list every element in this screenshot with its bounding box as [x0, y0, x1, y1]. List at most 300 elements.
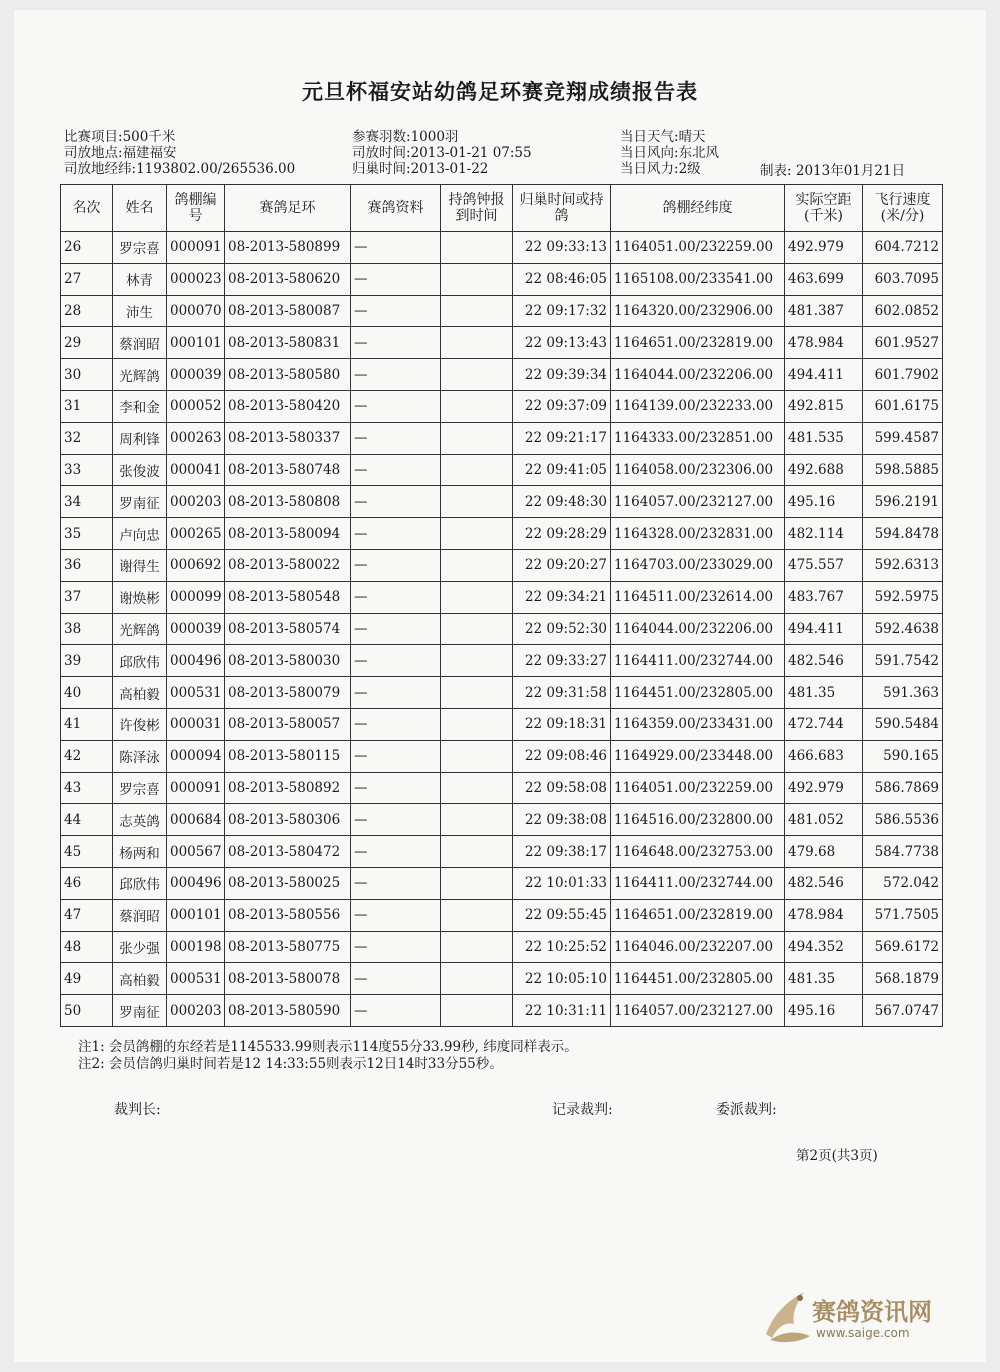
rank-cell: 38: [61, 613, 113, 645]
clock-time-cell: [441, 677, 513, 709]
pigeon-info-cell: —: [351, 645, 441, 677]
rank-cell: 27: [61, 263, 113, 295]
clock-time-cell: [441, 804, 513, 836]
coords-cell: 1164044.00/232206.00: [611, 359, 785, 391]
speed-cell: 569.6172: [863, 931, 943, 963]
clock-time-cell: [441, 645, 513, 677]
speed-cell: 602.0852: [863, 295, 943, 327]
loft-id-cell: 000039: [167, 359, 225, 391]
loft-id-cell: 000101: [167, 899, 225, 931]
coords-cell: 1164051.00/232259.00: [611, 772, 785, 804]
table-row: [61, 613, 943, 645]
coords-cell: 1164057.00/232127.00: [611, 995, 785, 1027]
speed-cell: 601.6175: [863, 390, 943, 422]
name-cell: 张少强: [113, 931, 167, 963]
rank-cell: 29: [61, 327, 113, 359]
ring-cell: 08-2013-580025: [225, 867, 351, 899]
clock-time-cell: [441, 486, 513, 518]
pigeon-info-cell: —: [351, 740, 441, 772]
rank-cell: 45: [61, 836, 113, 868]
ring-cell: 08-2013-580590: [225, 995, 351, 1027]
ring-cell: 08-2013-580892: [225, 772, 351, 804]
chief-judge-signature: 裁判长:: [114, 1102, 161, 1118]
rank-cell: 28: [61, 295, 113, 327]
speed-cell: 596.2191: [863, 486, 943, 518]
loft-id-cell: 000091: [167, 772, 225, 804]
rank-cell: 40: [61, 677, 113, 709]
name-cell: 杨两和: [113, 836, 167, 868]
col-header-clock-time: 持鸽钟报到时间: [441, 185, 513, 232]
name-cell: 蔡润昭: [113, 899, 167, 931]
rank-cell: 48: [61, 931, 113, 963]
clock-time-cell: [441, 899, 513, 931]
coords-cell: 1164057.00/232127.00: [611, 486, 785, 518]
col-header-speed: 飞行速度(米/分): [863, 185, 943, 232]
table-row: [61, 899, 943, 931]
name-cell: 光辉鸽: [113, 359, 167, 391]
loft-id-cell: 000041: [167, 454, 225, 486]
wind-direction: 当日风向:东北风: [620, 145, 720, 161]
table-row: [61, 963, 943, 995]
table-row: [61, 390, 943, 422]
clock-time-cell: [441, 963, 513, 995]
loft-id-cell: 000692: [167, 549, 225, 581]
loft-id-cell: 000203: [167, 486, 225, 518]
distance-cell: 492.979: [785, 232, 863, 264]
clock-time-cell: [441, 708, 513, 740]
col-header-distance: 实际空距(千米): [785, 185, 863, 232]
report-title: 元旦杯福安站幼鸽足环赛竞翔成绩报告表: [302, 79, 698, 104]
name-cell: 高柏毅: [113, 963, 167, 995]
coords-cell: 1164651.00/232819.00: [611, 899, 785, 931]
distance-cell: 463.699: [785, 263, 863, 295]
clock-time-cell: [441, 454, 513, 486]
loft-id-cell: 000496: [167, 645, 225, 677]
name-cell: 高柏毅: [113, 677, 167, 709]
ring-cell: 08-2013-580057: [225, 708, 351, 740]
table-row: [61, 327, 943, 359]
speed-cell: 603.7095: [863, 263, 943, 295]
speed-cell: 568.1879: [863, 963, 943, 995]
note-1: 注1: 会员鸽棚的东经若是1145533.99则表示114度55分33.99秒, 纬度同样表示。: [78, 1039, 578, 1055]
name-cell: 陈泽泳: [113, 740, 167, 772]
pigeon-info-cell: —: [351, 708, 441, 740]
clock-time-cell: [441, 772, 513, 804]
pigeon-info-cell: —: [351, 422, 441, 454]
loft-id-cell: 000496: [167, 867, 225, 899]
pigeon-info-cell: —: [351, 327, 441, 359]
speed-cell: 586.7869: [863, 772, 943, 804]
distance-cell: 478.984: [785, 327, 863, 359]
ring-cell: 08-2013-580574: [225, 613, 351, 645]
ring-cell: 08-2013-580087: [225, 295, 351, 327]
loft-id-cell: 000052: [167, 390, 225, 422]
distance-cell: 466.683: [785, 740, 863, 772]
arrival-cell: 22 09:39:34: [513, 359, 611, 391]
arrival-cell: 22 10:01:33: [513, 867, 611, 899]
arrival-cell: 22 10:25:52: [513, 931, 611, 963]
loft-id-cell: 000023: [167, 263, 225, 295]
distance-cell: 495.16: [785, 486, 863, 518]
name-cell: 沛生: [113, 295, 167, 327]
col-header-rank: 名次: [61, 185, 113, 232]
rank-cell: 35: [61, 518, 113, 550]
ring-cell: 08-2013-580420: [225, 390, 351, 422]
loft-id-cell: 000531: [167, 963, 225, 995]
pigeon-info-cell: —: [351, 263, 441, 295]
speed-cell: 567.0747: [863, 995, 943, 1027]
pigeon-info-cell: —: [351, 581, 441, 613]
coords-cell: 1164328.00/232831.00: [611, 518, 785, 550]
table-row: [61, 454, 943, 486]
arrival-cell: 22 10:31:11: [513, 995, 611, 1027]
results-table: [60, 184, 943, 1027]
loft-id-cell: 000265: [167, 518, 225, 550]
speed-cell: 591.363: [863, 677, 943, 709]
name-cell: 蔡润昭: [113, 327, 167, 359]
loft-id-cell: 000091: [167, 232, 225, 264]
pigeon-info-cell: —: [351, 486, 441, 518]
entries: 参赛羽数:1000羽: [352, 129, 459, 145]
name-cell: 林青: [113, 263, 167, 295]
ring-cell: 08-2013-580548: [225, 581, 351, 613]
table-row: [61, 518, 943, 550]
name-cell: 罗宗喜: [113, 232, 167, 264]
pigeon-info-cell: —: [351, 549, 441, 581]
distance-cell: 481.35: [785, 963, 863, 995]
table-row: [61, 740, 943, 772]
clock-time-cell: [441, 232, 513, 264]
loft-id-cell: 000101: [167, 327, 225, 359]
name-cell: 罗宗喜: [113, 772, 167, 804]
coords-cell: 1164648.00/232753.00: [611, 836, 785, 868]
loft-id-cell: 000531: [167, 677, 225, 709]
speed-cell: 590.5484: [863, 708, 943, 740]
ring-cell: 08-2013-580115: [225, 740, 351, 772]
ring-cell: 08-2013-580620: [225, 263, 351, 295]
coords-cell: 1164333.00/232851.00: [611, 422, 785, 454]
col-header-arrival: 归巢时间或持鸽: [513, 185, 611, 232]
table-row: [61, 931, 943, 963]
name-cell: 光辉鸽: [113, 613, 167, 645]
loft-id-cell: 000070: [167, 295, 225, 327]
distance-cell: 481.535: [785, 422, 863, 454]
arrival-cell: 22 09:52:30: [513, 613, 611, 645]
coords-cell: 1165108.00/233541.00: [611, 263, 785, 295]
clock-time-cell: [441, 836, 513, 868]
ring-cell: 08-2013-580580: [225, 359, 351, 391]
pigeon-info-cell: —: [351, 677, 441, 709]
rank-cell: 26: [61, 232, 113, 264]
speed-cell: 591.7542: [863, 645, 943, 677]
coords-cell: 1164320.00/232906.00: [611, 295, 785, 327]
coords-cell: 1164411.00/232744.00: [611, 867, 785, 899]
table-row: [61, 995, 943, 1027]
distance-cell: 482.546: [785, 645, 863, 677]
distance-cell: 481.387: [785, 295, 863, 327]
coords-cell: 1164703.00/233029.00: [611, 549, 785, 581]
speed-cell: 571.7505: [863, 899, 943, 931]
distance-cell: 483.767: [785, 581, 863, 613]
arrival-cell: 22 09:48:30: [513, 486, 611, 518]
table-row: [61, 581, 943, 613]
pigeon-info-cell: —: [351, 836, 441, 868]
pigeon-info-cell: —: [351, 963, 441, 995]
ring-cell: 08-2013-580808: [225, 486, 351, 518]
ring-cell: 08-2013-580030: [225, 645, 351, 677]
distance-cell: 475.557: [785, 549, 863, 581]
ring-cell: 08-2013-580078: [225, 963, 351, 995]
table-row: [61, 263, 943, 295]
pigeon-info-cell: —: [351, 772, 441, 804]
distance-cell: 479.68: [785, 836, 863, 868]
table-row: [61, 359, 943, 391]
rank-cell: 42: [61, 740, 113, 772]
speed-cell: 592.6313: [863, 549, 943, 581]
clock-time-cell: [441, 867, 513, 899]
name-cell: 邱欣伟: [113, 867, 167, 899]
loft-id-cell: 000684: [167, 804, 225, 836]
rank-cell: 50: [61, 995, 113, 1027]
ring-cell: 08-2013-580094: [225, 518, 351, 550]
pigeon-info-cell: —: [351, 613, 441, 645]
arrival-cell: 22 09:58:08: [513, 772, 611, 804]
speed-cell: 584.7738: [863, 836, 943, 868]
arrival-cell: 22 09:08:46: [513, 740, 611, 772]
coords-cell: 1164451.00/232805.00: [611, 963, 785, 995]
table-row: [61, 677, 943, 709]
clock-time-cell: [441, 518, 513, 550]
table-maker: 制表: 2013年01月21日: [760, 163, 906, 179]
arrival-cell: 22 08:46:05: [513, 263, 611, 295]
distance-cell: 482.546: [785, 867, 863, 899]
arrival-cell: 22 09:34:21: [513, 581, 611, 613]
loft-id-cell: 000263: [167, 422, 225, 454]
col-header-ring: 赛鸽足环: [225, 185, 351, 232]
coords-cell: 1164044.00/232206.00: [611, 613, 785, 645]
page-indicator: 第2页(共3页): [796, 1148, 878, 1164]
coords-cell: 1164651.00/232819.00: [611, 327, 785, 359]
appointed-judge-signature: 委派裁判:: [716, 1102, 777, 1118]
clock-time-cell: [441, 581, 513, 613]
pigeon-info-cell: —: [351, 899, 441, 931]
rank-cell: 39: [61, 645, 113, 677]
name-cell: 许俊彬: [113, 708, 167, 740]
arrival-cell: 22 09:13:43: [513, 327, 611, 359]
name-cell: 谢得生: [113, 549, 167, 581]
arrival-cell: 22 09:55:45: [513, 899, 611, 931]
return-time: 归巢时间:2013-01-22: [352, 161, 489, 177]
col-header-loft-id: 鸽棚编号: [167, 185, 225, 232]
rank-cell: 41: [61, 708, 113, 740]
clock-time-cell: [441, 263, 513, 295]
coords-cell: 1164139.00/232233.00: [611, 390, 785, 422]
name-cell: 周利锋: [113, 422, 167, 454]
name-cell: 李和金: [113, 390, 167, 422]
loft-id-cell: 000203: [167, 995, 225, 1027]
speed-cell: 598.5885: [863, 454, 943, 486]
arrival-cell: 22 09:17:32: [513, 295, 611, 327]
pigeon-info-cell: —: [351, 390, 441, 422]
watermark-url: www.saige.com: [816, 1326, 910, 1340]
clock-time-cell: [441, 327, 513, 359]
coords-cell: 1164359.00/233431.00: [611, 708, 785, 740]
speed-cell: 594.8478: [863, 518, 943, 550]
speed-cell: 586.5536: [863, 804, 943, 836]
clock-time-cell: [441, 390, 513, 422]
speed-cell: 604.7212: [863, 232, 943, 264]
arrival-cell: 22 09:41:05: [513, 454, 611, 486]
watermark: [760, 1284, 970, 1354]
arrival-cell: 22 09:28:29: [513, 518, 611, 550]
pigeon-info-cell: —: [351, 232, 441, 264]
distance-cell: 492.815: [785, 390, 863, 422]
arrival-cell: 22 09:38:08: [513, 804, 611, 836]
coords-cell: 1164046.00/232207.00: [611, 931, 785, 963]
speed-cell: 572.042: [863, 867, 943, 899]
ring-cell: 08-2013-580748: [225, 454, 351, 486]
pigeon-info-cell: —: [351, 931, 441, 963]
distance-cell: 494.352: [785, 931, 863, 963]
col-header-coords: 鸽棚经纬度: [611, 185, 785, 232]
rank-cell: 37: [61, 581, 113, 613]
distance-cell: 481.35: [785, 677, 863, 709]
ring-cell: 08-2013-580775: [225, 931, 351, 963]
pigeon-info-cell: —: [351, 359, 441, 391]
name-cell: 谢焕彬: [113, 581, 167, 613]
distance-cell: 481.052: [785, 804, 863, 836]
pigeon-info-cell: —: [351, 867, 441, 899]
table-row: [61, 232, 943, 264]
distance-cell: 495.16: [785, 995, 863, 1027]
rank-cell: 34: [61, 486, 113, 518]
ring-cell: 08-2013-580899: [225, 232, 351, 264]
ring-cell: 08-2013-580306: [225, 804, 351, 836]
name-cell: 邱欣伟: [113, 645, 167, 677]
recorder-signature: 记录裁判:: [552, 1102, 613, 1118]
rank-cell: 33: [61, 454, 113, 486]
rank-cell: 36: [61, 549, 113, 581]
loft-id-cell: 000198: [167, 931, 225, 963]
rank-cell: 49: [61, 963, 113, 995]
release-coord: 司放地经纬:1193802.00/265536.00: [64, 161, 296, 177]
name-cell: 卢向忠: [113, 518, 167, 550]
coords-cell: 1164929.00/233448.00: [611, 740, 785, 772]
pigeon-info-cell: —: [351, 804, 441, 836]
table-row: [61, 772, 943, 804]
arrival-cell: 22 09:37:09: [513, 390, 611, 422]
distance-cell: 492.688: [785, 454, 863, 486]
name-cell: 志英鸽: [113, 804, 167, 836]
speed-cell: 599.4587: [863, 422, 943, 454]
speed-cell: 592.4638: [863, 613, 943, 645]
distance-cell: 482.114: [785, 518, 863, 550]
col-header-pigeon-info: 赛鸽资料: [351, 185, 441, 232]
loft-id-cell: 000031: [167, 708, 225, 740]
loft-id-cell: 000099: [167, 581, 225, 613]
clock-time-cell: [441, 422, 513, 454]
pigeon-info-cell: —: [351, 995, 441, 1027]
weather: 当日天气:晴天: [620, 129, 706, 145]
table-row: [61, 804, 943, 836]
pigeon-info-cell: —: [351, 454, 441, 486]
arrival-cell: 22 09:21:17: [513, 422, 611, 454]
speed-cell: 592.5975: [863, 581, 943, 613]
table-row: [61, 549, 943, 581]
clock-time-cell: [441, 931, 513, 963]
table-row: [61, 486, 943, 518]
arrival-cell: 22 09:38:17: [513, 836, 611, 868]
table-row: [61, 295, 943, 327]
table-row: [61, 645, 943, 677]
coords-cell: 1164411.00/232744.00: [611, 645, 785, 677]
col-header-name: 姓名: [113, 185, 167, 232]
table-header-row: [61, 185, 943, 232]
distance-cell: 472.744: [785, 708, 863, 740]
table-row: [61, 708, 943, 740]
name-cell: 罗南征: [113, 995, 167, 1027]
ring-cell: 08-2013-580556: [225, 899, 351, 931]
coords-cell: 1164516.00/232800.00: [611, 804, 785, 836]
rank-cell: 30: [61, 359, 113, 391]
arrival-cell: 22 09:31:58: [513, 677, 611, 709]
pigeon-info-cell: —: [351, 518, 441, 550]
rank-cell: 32: [61, 422, 113, 454]
ring-cell: 08-2013-580079: [225, 677, 351, 709]
clock-time-cell: [441, 613, 513, 645]
coords-cell: 1164451.00/232805.00: [611, 677, 785, 709]
table-row: [61, 867, 943, 899]
name-cell: 罗南征: [113, 486, 167, 518]
table-row: [61, 422, 943, 454]
distance-cell: 494.411: [785, 613, 863, 645]
table-row: [61, 836, 943, 868]
clock-time-cell: [441, 359, 513, 391]
loft-id-cell: 000094: [167, 740, 225, 772]
watermark-name: 赛鸽资讯网: [812, 1298, 932, 1326]
pigeon-info-cell: —: [351, 295, 441, 327]
clock-time-cell: [441, 995, 513, 1027]
distance-cell: 478.984: [785, 899, 863, 931]
rank-cell: 46: [61, 867, 113, 899]
arrival-cell: 22 10:05:10: [513, 963, 611, 995]
loft-id-cell: 000567: [167, 836, 225, 868]
release-place: 司放地点:福建福安: [64, 145, 177, 161]
name-cell: 张俊波: [113, 454, 167, 486]
note-2: 注2: 会员信鸽归巢时间若是12 14:33:55则表示12日14时33分55秒。: [78, 1056, 503, 1072]
arrival-cell: 22 09:33:27: [513, 645, 611, 677]
rank-cell: 31: [61, 390, 113, 422]
ring-cell: 08-2013-580472: [225, 836, 351, 868]
speed-cell: 601.9527: [863, 327, 943, 359]
loft-id-cell: 000039: [167, 613, 225, 645]
pigeon-logo-icon: [760, 1284, 816, 1348]
rank-cell: 47: [61, 899, 113, 931]
wind-force: 当日风力:2级: [620, 161, 701, 177]
distance-cell: 494.411: [785, 359, 863, 391]
coords-cell: 1164051.00/232259.00: [611, 232, 785, 264]
distance-cell: 492.979: [785, 772, 863, 804]
coords-cell: 1164058.00/232306.00: [611, 454, 785, 486]
clock-time-cell: [441, 295, 513, 327]
rank-cell: 44: [61, 804, 113, 836]
clock-time-cell: [441, 549, 513, 581]
arrival-cell: 22 09:20:27: [513, 549, 611, 581]
ring-cell: 08-2013-580831: [225, 327, 351, 359]
ring-cell: 08-2013-580337: [225, 422, 351, 454]
race-item: 比赛项目:500千米: [64, 129, 176, 145]
release-time: 司放时间:2013-01-21 07:55: [352, 145, 532, 161]
